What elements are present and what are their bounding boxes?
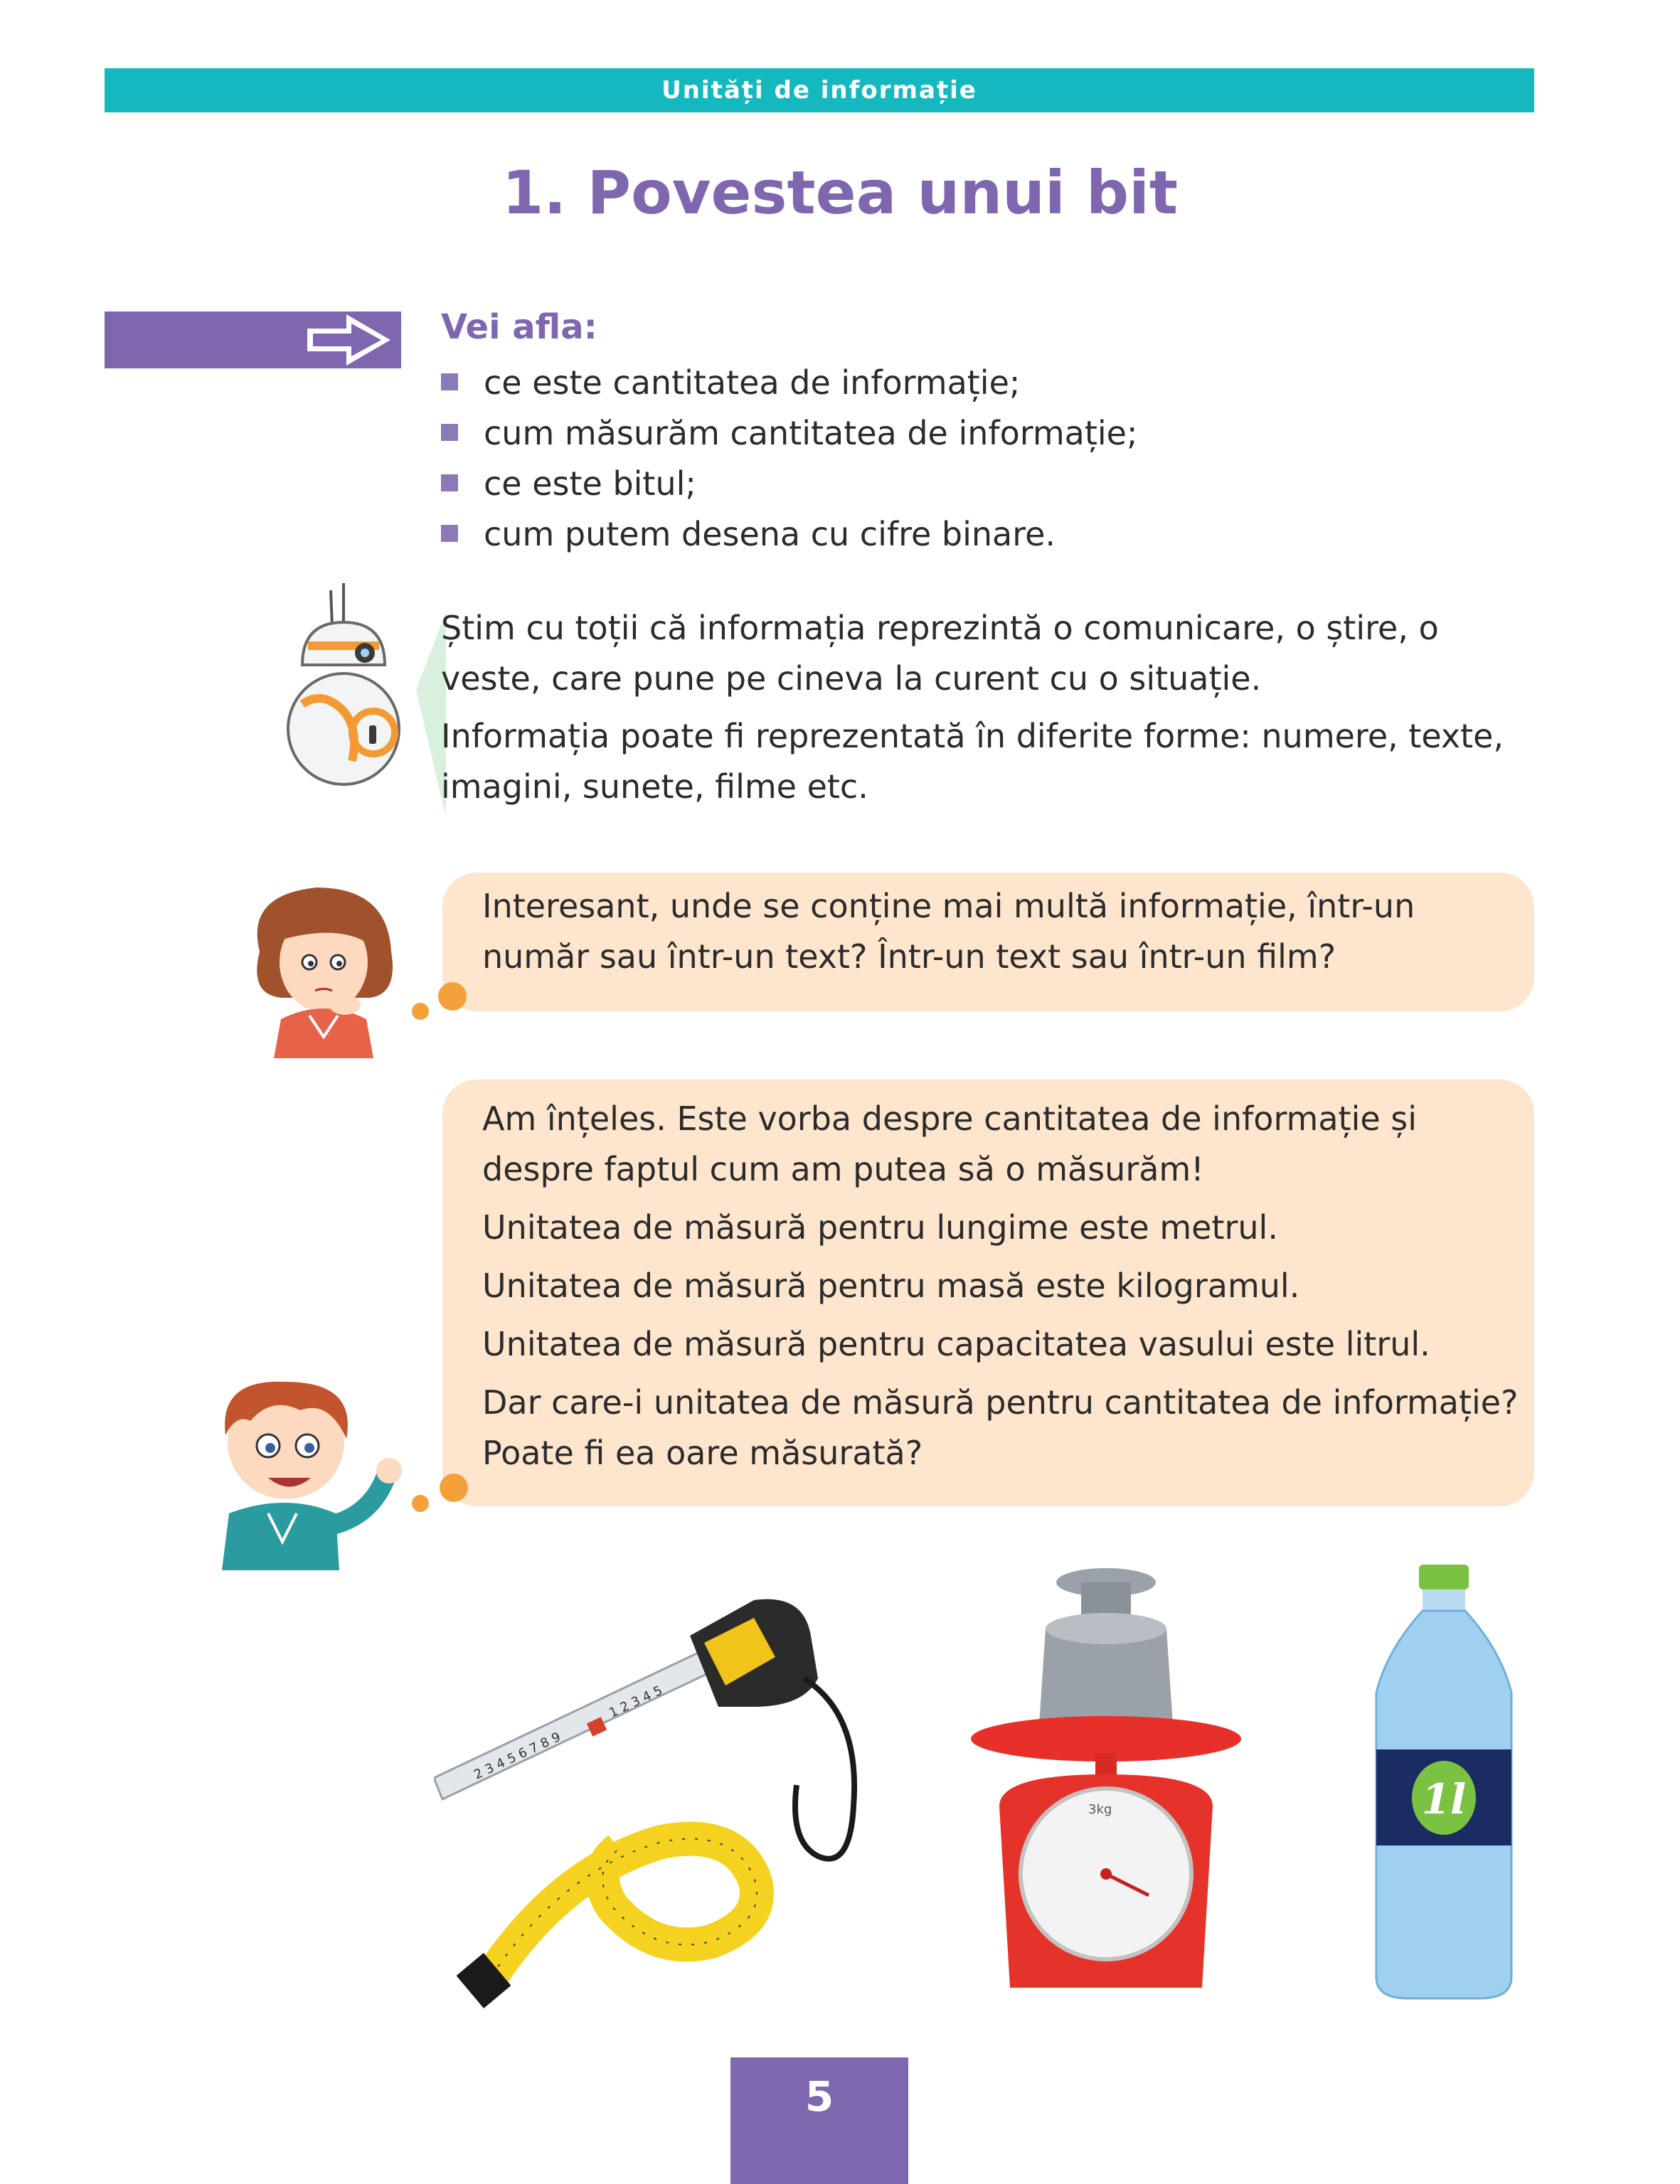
intro-line: Știm cu toții că informația reprezintă o comunicare, o știre, o	[441, 609, 1439, 647]
girl-speech-bubble	[442, 873, 1534, 1011]
page-number: 5	[730, 2057, 908, 2184]
bubble-line: Interesant, unde se conține mai multă informație, într-un	[482, 887, 1415, 925]
intro-line: veste, care pune pe cineva la curent cu o situație.	[441, 659, 1262, 698]
bubble-line: Unitatea de măsură pentru capacitatea vasului este litrul.	[482, 1325, 1430, 1363]
bubble-line: Unitatea de măsură pentru masă este kilogramul.	[482, 1267, 1300, 1305]
bubble-line: Am înțeles. Este vorba despre cantitatea de informație și	[482, 1099, 1418, 1138]
bubble-line: Dar care-i unitatea de măsură pentru cantitatea de informație?	[482, 1383, 1519, 1422]
arrow-icon	[105, 311, 401, 368]
svg-text:1 2 3 4 5: 1 2 3 4 5	[607, 1683, 665, 1721]
square-bullet-icon	[441, 525, 458, 542]
svg-text:2 3 4 5 6 7 8 9: 2 3 4 5 6 7 8 9	[472, 1729, 563, 1783]
list-item: cum putem desena cu cifre binare.	[441, 509, 1137, 560]
speech-dot	[438, 982, 467, 1011]
water-bottle-icon	[1366, 1565, 1522, 2005]
square-bullet-icon	[441, 424, 458, 441]
intro-text	[441, 603, 1536, 819]
section-title: Unități de informație	[661, 76, 977, 105]
girl-avatar-icon	[231, 873, 416, 1058]
speech-dot	[412, 1495, 429, 1512]
speech-dot	[440, 1474, 468, 1502]
square-bullet-icon	[441, 474, 458, 491]
section-header-band	[105, 68, 1534, 112]
list-item: ce este cantitatea de informație;	[441, 358, 1137, 408]
bubble-line: Poate fi ea oare măsurată?	[482, 1434, 923, 1472]
list-item: cum măsurăm cantitatea de informație;	[441, 408, 1137, 459]
speech-dot	[412, 1003, 429, 1020]
bottle-label: 1l	[1421, 1775, 1467, 1823]
intro-line: Informația poate fi reprezentată în diferite forme: numere, texte,	[441, 717, 1504, 755]
scale-label: 3kg	[1088, 1802, 1112, 1817]
robot-icon	[281, 583, 452, 811]
lesson-title: 1. Povestea unui bit	[501, 158, 1179, 228]
boy-speech-bubble	[442, 1080, 1534, 1506]
bubble-line: despre faptul cum am putea să o măsurăm!	[482, 1150, 1204, 1188]
measuring-tape-icon	[434, 1572, 889, 2027]
square-bullet-icon	[441, 373, 458, 390]
bubble-line: număr sau într-un text? Într-un text sau într-un film?	[482, 937, 1336, 976]
list-item: ce este bitul;	[441, 459, 1137, 509]
intro-line: imagini, sunete, filme etc.	[441, 767, 868, 806]
objectives-heading: Vei afla:	[441, 307, 597, 347]
kitchen-scale-icon	[967, 1561, 1245, 2016]
bubble-line: Unitatea de măsură pentru lungime este metrul.	[482, 1208, 1278, 1247]
objectives-list	[441, 358, 1137, 560]
boy-avatar-icon	[193, 1371, 414, 1570]
